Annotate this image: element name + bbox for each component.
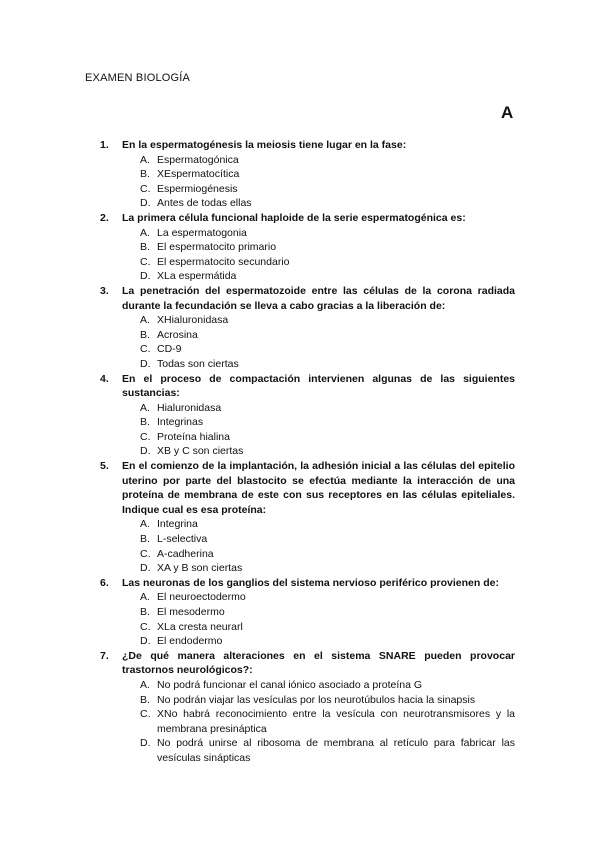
option-letter: D. <box>140 737 151 750</box>
option-list <box>100 313 515 371</box>
option-letter: D. <box>140 445 151 458</box>
option-text: No podrá funcionar el canal iónico asociado a proteína G <box>157 678 423 691</box>
option-letter: C. <box>140 255 151 268</box>
option-text: XEspermatocítica <box>157 168 240 181</box>
option-text: A-cadherina <box>157 547 214 560</box>
option-letter: B. <box>140 416 150 429</box>
option-list <box>100 517 515 575</box>
question-number: 5. <box>100 460 109 473</box>
answer-option <box>140 167 515 182</box>
answer-option <box>140 561 515 576</box>
option-letter: A. <box>140 518 150 531</box>
option-letter: D. <box>140 562 151 575</box>
question-header <box>100 284 515 313</box>
option-letter: A. <box>140 153 150 166</box>
option-letter: A. <box>140 591 150 604</box>
question-3 <box>100 284 515 372</box>
question-number: 3. <box>100 284 109 297</box>
question-number: 7. <box>100 649 109 662</box>
option-letter: B. <box>140 606 150 618</box>
option-text: No podrá unirse al ribosoma de membrana al retículo para fabricar las vesículas sinápticas <box>157 737 515 764</box>
option-text: La espermatogonia <box>157 226 247 239</box>
option-text: Espermatogónica <box>157 153 239 166</box>
option-list <box>100 590 515 648</box>
option-text: XNo habrá reconocimiento entre la vesícula con neurotransmisores y la membrana presináptica <box>157 708 515 735</box>
answer-option <box>140 255 515 270</box>
answer-option <box>140 532 515 547</box>
option-text: Todas son ciertas <box>157 357 239 370</box>
answer-option <box>140 707 515 736</box>
question-text: La primera célula funcional haploide de la serie espermatogénica es: <box>122 211 466 224</box>
answer-option <box>140 240 515 255</box>
answer-option <box>140 620 515 635</box>
question-header <box>100 372 515 401</box>
option-letter: B. <box>140 328 150 341</box>
answer-option <box>140 517 515 532</box>
answer-option <box>140 342 515 357</box>
question-header <box>100 576 515 591</box>
question-text: La penetración del espermatozoide entre las células de la corona radiada durante la fecundación se lleva a cabo gracias a la liberación de: <box>122 284 515 312</box>
option-list <box>100 678 515 766</box>
option-list <box>100 226 515 284</box>
answer-option <box>140 634 515 649</box>
option-list <box>100 401 515 459</box>
question-list <box>100 138 515 766</box>
answer-option <box>140 196 515 211</box>
answer-option <box>140 678 515 693</box>
option-text: El espermatocito secundario <box>157 255 290 268</box>
option-text: El neuroectodermo <box>157 591 246 604</box>
option-letter: D. <box>140 197 151 210</box>
option-text: El mesodermo <box>157 606 225 618</box>
question-5 <box>100 459 515 576</box>
answer-option <box>140 328 515 343</box>
answer-option <box>140 401 515 416</box>
question-text: ¿De qué manera alteraciones en el sistema SNARE pueden provocar trastornos neurológicos?: <box>122 649 515 677</box>
option-text: XA y B son ciertas <box>157 562 243 575</box>
option-text: XLa espermátida <box>157 270 237 283</box>
option-letter: B. <box>140 693 150 706</box>
question-number: 4. <box>100 372 109 385</box>
option-text: XB y C son ciertas <box>157 445 244 458</box>
question-text: Las neuronas de los ganglios del sistema nervioso periférico provienen de: <box>122 576 499 589</box>
option-text: El endodermo <box>157 635 223 648</box>
answer-option <box>140 693 515 708</box>
answer-option <box>140 269 515 284</box>
answer-option <box>140 182 515 197</box>
option-text: Acrosina <box>157 328 198 341</box>
question-header <box>100 459 515 517</box>
option-letter: C. <box>140 430 151 443</box>
answer-option <box>140 415 515 430</box>
option-text: L-selectiva <box>157 533 208 546</box>
option-text: Hialuronidasa <box>157 401 222 414</box>
option-letter: A. <box>140 226 150 239</box>
question-6 <box>100 576 515 649</box>
answer-option <box>140 736 515 765</box>
option-letter: C. <box>140 620 151 633</box>
question-text: En el comienzo de la implantación, la adhesión inicial a las células del epitelio uterino por parte del blastocito se efectúa mediante la interacción de una proteína de membrana de este con sus receptores en las células epiteliales. Indique cual es esa proteína: <box>122 460 515 516</box>
answer-option <box>140 547 515 562</box>
answer-option <box>140 590 515 605</box>
option-letter: B. <box>140 168 150 181</box>
option-letter: D. <box>140 270 151 283</box>
option-text: CD-9 <box>157 343 182 356</box>
question-number: 2. <box>100 211 109 224</box>
answer-option <box>140 313 515 328</box>
answer-option <box>140 357 515 372</box>
question-header <box>100 211 515 226</box>
option-letter: C. <box>140 547 151 560</box>
question-header <box>100 138 515 153</box>
option-text: XHialuronidasa <box>157 314 229 327</box>
question-number: 1. <box>100 139 109 151</box>
option-letter: D. <box>140 357 151 370</box>
exam-version-letter: A <box>501 103 514 122</box>
question-text: En el proceso de compactación intervienen algunas de las siguientes sustancias: <box>122 372 515 400</box>
answer-option <box>140 226 515 241</box>
question-4 <box>100 372 515 460</box>
option-text: No podrán viajar las vesículas por los neurotúbulos hacia la sinapsis <box>157 693 476 706</box>
exam-title: EXAMEN BIOLOGÍA <box>85 72 191 84</box>
option-text: XLa cresta neurarl <box>157 620 243 633</box>
option-list <box>100 153 515 211</box>
option-text: Antes de todas ellas <box>157 197 252 210</box>
question-header <box>100 649 515 678</box>
answer-option <box>140 605 515 620</box>
question-text: En la espermatogénesis la meiosis tiene lugar en la fase: <box>122 139 407 151</box>
option-text: El espermatocito primario <box>157 241 277 254</box>
option-letter: B. <box>140 241 150 254</box>
question-number: 6. <box>100 576 109 589</box>
option-letter: D. <box>140 635 151 648</box>
option-text: Integrinas <box>157 416 204 429</box>
option-text: Proteína hialina <box>157 430 230 443</box>
question-1 <box>100 138 515 211</box>
option-letter: A. <box>140 314 150 327</box>
option-text: Espermiogénesis <box>157 182 238 195</box>
option-text: Integrina <box>157 518 198 531</box>
option-letter: C. <box>140 708 151 721</box>
option-letter: C. <box>140 343 151 356</box>
option-letter: C. <box>140 182 151 195</box>
option-letter: A. <box>140 401 150 414</box>
question-7 <box>100 649 515 766</box>
answer-option <box>140 444 515 459</box>
option-letter: B. <box>140 533 150 546</box>
question-2 <box>100 211 515 284</box>
option-letter: A. <box>140 678 150 691</box>
answer-option <box>140 430 515 445</box>
answer-option <box>140 153 515 168</box>
